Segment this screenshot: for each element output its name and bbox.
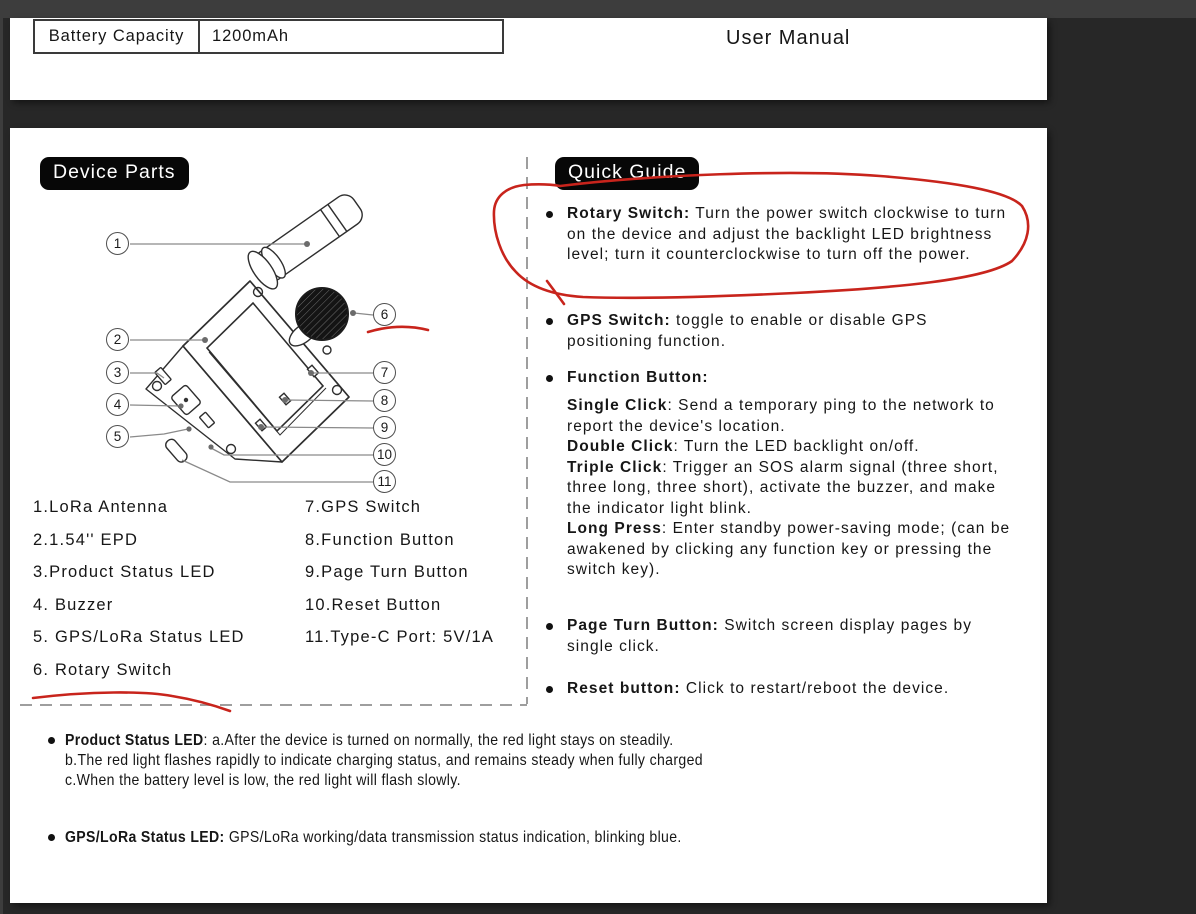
bullet-reset bbox=[546, 679, 1008, 700]
part-item: 10.Reset Button bbox=[305, 595, 442, 614]
bullet-text: Function Button: bbox=[567, 369, 709, 386]
parts-list-right bbox=[305, 498, 494, 661]
bullet-text: GPS Switch: toggle to enable or disable GPS positioning function. bbox=[567, 312, 928, 350]
part-item: 4. Buzzer bbox=[33, 595, 114, 614]
part-item: 5. GPS/LoRa Status LED bbox=[33, 628, 245, 646]
bullet-dot bbox=[546, 623, 553, 630]
battery-spec-table bbox=[33, 19, 504, 54]
callout-2: 2 bbox=[106, 328, 129, 351]
bullet-product-status-led bbox=[48, 731, 1048, 791]
viewer-top-bar bbox=[0, 0, 1196, 18]
part-item: 1.LoRa Antenna bbox=[33, 498, 169, 516]
device-art bbox=[146, 186, 370, 464]
bullet-text: Reset button: Click to restart/reboot the device. bbox=[567, 680, 950, 697]
callout-4: 4 bbox=[106, 393, 129, 416]
callout-1: 1 bbox=[106, 232, 129, 255]
bullet-gps-lora-status-led bbox=[48, 828, 1048, 848]
bullet-dot bbox=[546, 318, 553, 325]
callout-7: 7 bbox=[373, 361, 396, 384]
part-item: 9.Page Turn Button bbox=[305, 563, 469, 581]
function-button-details bbox=[567, 396, 1017, 581]
detail-long-press: Long Press: Enter standby power-saving mode; (can be awakened by clicking any function key or pressing the switch key). bbox=[567, 520, 1011, 578]
part-item: 11.Type-C Port: 5V/1A bbox=[305, 628, 495, 646]
detail-single-click: Single Click: Send a temporary ping to the network to report the device's location. bbox=[567, 397, 995, 435]
bullet-text: GPS/LoRa Status LED: GPS/LoRa working/data transmission status indication, blinking blue. bbox=[65, 829, 682, 846]
callout-5: 5 bbox=[106, 425, 129, 448]
bullet-dot bbox=[546, 686, 553, 693]
bullet-function-button bbox=[546, 368, 1008, 389]
parts-list-left bbox=[33, 498, 245, 693]
viewer-left-edge bbox=[0, 18, 3, 914]
bullet-gps-switch bbox=[546, 311, 1008, 352]
lora-antenna-art bbox=[243, 186, 370, 293]
callout-3: 3 bbox=[106, 361, 129, 384]
leader-dots bbox=[178, 241, 356, 450]
section-heading-device-parts: Device Parts bbox=[40, 157, 189, 190]
callout-leader-lines bbox=[130, 244, 373, 482]
part-item: 8.Function Button bbox=[305, 530, 455, 549]
callout-8: 8 bbox=[373, 389, 396, 412]
callout-10: 10 bbox=[373, 443, 396, 466]
bullet-text: Product Status LED: a.After the device is turned on normally, the red light stays on steadily. b.The red light flashes rapidly to indicate charging status, and remains steady when fully charged c.When the battery level is low, the red light will flash slowly. bbox=[65, 732, 703, 789]
bullet-dot bbox=[546, 375, 553, 382]
part-item: 3.Product Status LED bbox=[33, 563, 216, 581]
rotary-knob-art bbox=[296, 288, 348, 340]
manual-page-main bbox=[10, 128, 1047, 903]
bullet-text: Rotary Switch: Turn the power switch clockwise to turn on the device and adjust the backlight LED brightness level; turn it counterclockwise to turn off the power. bbox=[567, 205, 1007, 263]
callout-11: 11 bbox=[373, 470, 396, 493]
spec-label-cell: Battery Capacity bbox=[35, 21, 200, 52]
bullet-dot bbox=[48, 834, 55, 841]
bullet-dot bbox=[546, 211, 553, 218]
manual-page-top bbox=[10, 18, 1047, 100]
callout-6: 6 bbox=[373, 303, 396, 326]
spec-value-cell: 1200mAh bbox=[212, 27, 289, 45]
bullet-page-turn bbox=[546, 616, 1008, 657]
bullet-rotary-switch bbox=[546, 204, 1008, 266]
part-item: 2.1.54'' EPD bbox=[33, 530, 139, 549]
part-item: 7.GPS Switch bbox=[305, 498, 422, 516]
detail-double-click: Double Click: Turn the LED backlight on/off. bbox=[567, 438, 920, 455]
bullet-dot bbox=[48, 737, 55, 744]
callout-9: 9 bbox=[373, 416, 396, 439]
detail-triple-click: Triple Click: Trigger an SOS alarm signal (three short, three long, three short), activate the buzzer, and make the indicator light blink. bbox=[567, 458, 999, 517]
bullet-text: Page Turn Button: Switch screen display pages by single click. bbox=[567, 617, 972, 655]
part-item: 6. Rotary Switch bbox=[33, 660, 173, 679]
section-heading-quick-guide: Quick Guide bbox=[555, 157, 699, 190]
page-title: User Manual bbox=[726, 27, 851, 49]
